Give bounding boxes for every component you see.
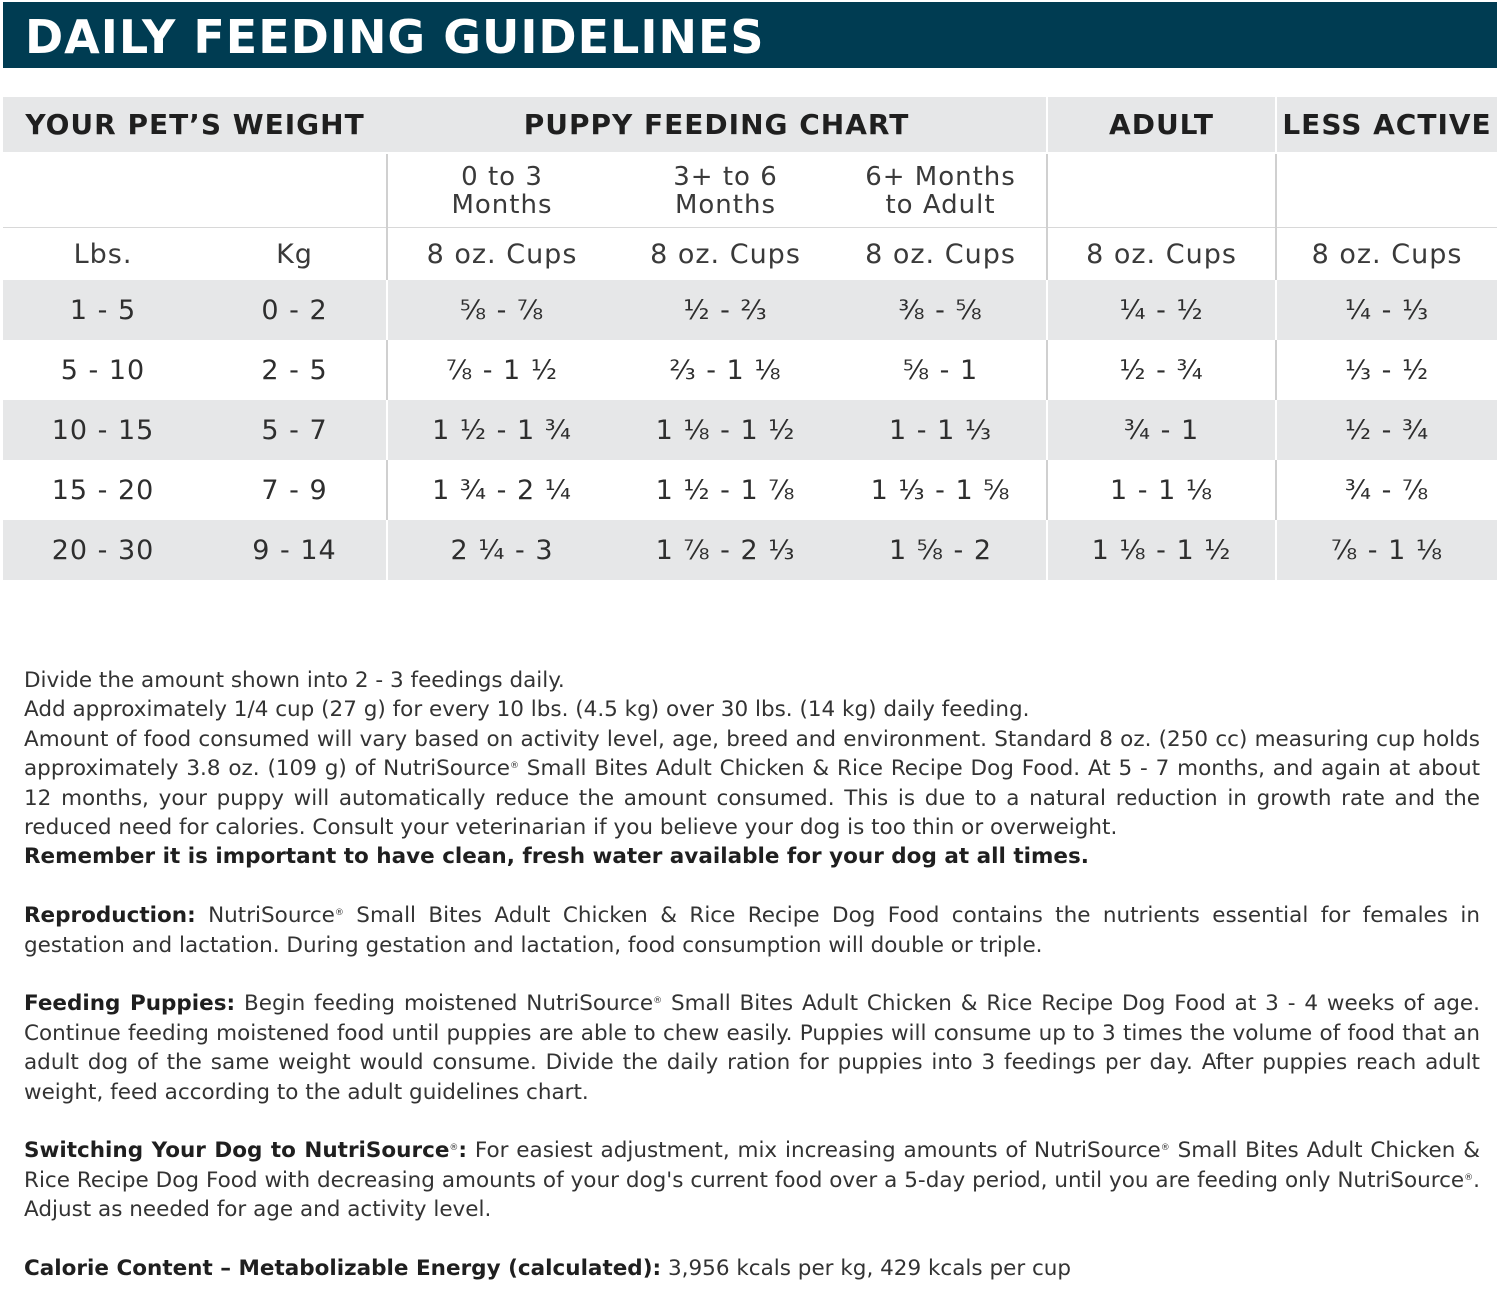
cell-lbs: 10 - 15 [3,400,203,460]
cell-adult: ¼ - ½ [1047,280,1276,340]
feeding-puppies-label: Feeding Puppies: [24,991,236,1017]
switching-text: . Adjust as needed for age and activity level. [24,1167,1480,1223]
note-divide: Divide the amount shown into 2 - 3 feedings daily. [24,668,565,693]
table-row [3,460,1497,520]
cell-adult: 1 ⅛ - 1 ½ [1047,520,1276,580]
cell-puppy-6-adult: ⅝ - 1 [835,340,1047,400]
reproduction-text: Small Bites Adult Chicken & Rice Recipe Dog Food contains the nutrients essential for females in gestation and lactation. During gestation and lactation, food consumption will double or triple. [24,903,1480,958]
registered-mark: ® [653,996,663,1007]
cell-kg: 0 - 2 [203,280,387,340]
cell-less-active: ⅞ - 1 ⅛ [1276,520,1497,580]
table-row [3,340,1497,400]
registered-mark: ® [449,1143,459,1154]
registered-mark: ® [1464,1172,1474,1183]
note-remember [24,842,1480,871]
cell-lbs: 20 - 30 [3,520,203,580]
registered-mark: ® [509,761,519,772]
feeding-notes [24,666,1480,1283]
calorie-value: 3,956 kcals per kg, 429 kcals per cup [661,1256,1072,1282]
cell-adult: ¾ - 1 [1047,400,1276,460]
adult-header: ADULT [1047,97,1276,153]
cell-kg: 5 - 7 [203,400,387,460]
group-header-row [3,97,1497,153]
cell-puppy-0-3: ⅞ - 1 ½ [387,340,616,400]
feeding-table [3,97,1497,580]
cell-less-active: ¾ - ⅞ [1276,460,1497,520]
cell-lbs: 1 - 5 [3,280,203,340]
age-blank-less-active [1276,153,1497,228]
feeding-puppies-text: Begin feeding moistened NutriSource [235,991,654,1017]
cell-puppy-0-3: 1 ½ - 1 ¾ [387,400,616,460]
note-amount-text: Amount of food consumed will vary based on activity level, age, breed and environment. Standard 8 oz. (250 cc) measuring cup holds approximately 3.8 oz. (109 g) of NutriSource [24,726,1480,782]
weight-header: YOUR PET’S WEIGHT [3,97,387,153]
cell-puppy-6-adult: 1 ⅓ - 1 ⅝ [835,460,1047,520]
unit-cups: 8 oz. Cups [865,238,1016,270]
cell-puppy-6-adult: 1 ⅝ - 2 [835,520,1047,580]
cell-adult: 1 - 1 ⅛ [1047,460,1276,520]
switching-colon: : [458,1138,468,1164]
cell-puppy-3-6: 1 ½ - 1 ⅞ [616,460,835,520]
unit-kg: Kg [276,238,313,270]
cell-less-active: ¼ - ⅓ [1276,280,1497,340]
unit-cups: 8 oz. Cups [387,228,616,281]
cell-puppy-0-3: 1 ¾ - 2 ¼ [387,460,616,520]
calorie-label: Calorie Content – Metabolizable Energy (calculated): [24,1256,662,1282]
cell-kg: 9 - 14 [203,520,387,580]
reproduction-label: Reproduction: [24,903,196,929]
unit-header-row [3,228,1497,281]
unit-cups: 8 oz. Cups [1276,228,1497,281]
reproduction-text: NutriSource [195,903,335,929]
age-header-3-6: 3+ to 6 Months [616,153,835,228]
note-amount-text: Small Bites Adult Chicken & Rice Recipe Dog Food. At 5 - 7 months, and again at about 12 months, your puppy will automatically reduce the amount consumed. This is due to a natural reduction in growth rate and the reduced need for calories. Consult your veterinarian if you believe your dog is too thin or overweight. [24,756,1481,841]
cell-puppy-6-adult: 1 - 1 ⅓ [835,400,1047,460]
age-header-row [3,153,1497,228]
cell-puppy-3-6: ½ - ⅔ [616,280,835,340]
age-header-0-3: 0 to 3 Months [387,153,616,228]
unit-cups: 8 oz. Cups [1047,228,1276,281]
age-blank-cell [3,153,387,228]
cell-puppy-3-6: 1 ⅛ - 1 ½ [616,400,835,460]
cell-less-active: ⅓ - ½ [1276,340,1497,400]
cell-puppy-3-6: ⅔ - 1 ⅛ [616,340,835,400]
registered-mark: ® [1160,1143,1170,1154]
cell-lbs: 5 - 10 [3,340,203,400]
less-active-header: LESS ACTIVE [1276,97,1497,153]
table-row [3,280,1497,340]
cell-puppy-3-6: 1 ⅞ - 2 ⅓ [616,520,835,580]
puppy-header: PUPPY FEEDING CHART [387,97,1047,153]
age-header-6-adult: 6+ Months to Adult [835,153,1047,228]
feeding-puppies-text: Small Bites Adult Chicken & Rice Recipe Dog Food at 3 - 4 weeks of age. Continue feeding moistened food until puppies are able to chew easily. Puppies will consume up to 3 times the volume of food that an adult dog of the same weight would consume. Divide the daily ration for puppies into 3 feedings per day. After puppies reach adult weight, feed according to the adult guidelines chart. [24,991,1480,1105]
age-blank-adult [1047,153,1276,228]
cell-lbs: 15 - 20 [3,460,203,520]
note-calorie [24,1254,1480,1283]
cell-kg: 2 - 5 [203,340,387,400]
note-amount [24,725,1480,843]
cell-puppy-0-3: ⅝ - ⅞ [387,280,616,340]
unit-cups: 8 oz. Cups [650,238,801,270]
page-title: DAILY FEEDING GUIDELINES [25,10,765,64]
table-row [3,520,1497,580]
note-add: Add approximately 1/4 cup (27 g) for every 10 lbs. (4.5 kg) over 30 lbs. (14 kg) daily feeding. [24,697,1030,723]
switching-text: Small Bites Adult Chicken & Rice Recipe Dog Food with decreasing amounts of your dog's current food over a 5-day period, until you are feeding only NutriSource [24,1138,1480,1193]
note-feeding-puppies [24,989,1480,1107]
title-banner [3,2,1497,68]
note-reproduction [24,901,1480,960]
cell-puppy-6-adult: ⅜ - ⅝ [835,280,1047,340]
table-row [3,400,1497,460]
cell-adult: ½ - ¾ [1047,340,1276,400]
note-remember-text: Remember it is important to have clean, fresh water available for your dog at all times. [24,844,1089,870]
switching-text: For easiest adjustment, mix increasing amounts of NutriSource [467,1138,1161,1164]
unit-lbs: Lbs. [73,238,133,270]
cell-puppy-0-3: 2 ¼ - 3 [387,520,616,580]
cell-less-active: ½ - ¾ [1276,400,1497,460]
registered-mark: ® [334,908,344,919]
note-switching [24,1136,1480,1224]
cell-kg: 7 - 9 [203,460,387,520]
switching-label: Switching Your Dog to NutriSource [24,1138,450,1164]
